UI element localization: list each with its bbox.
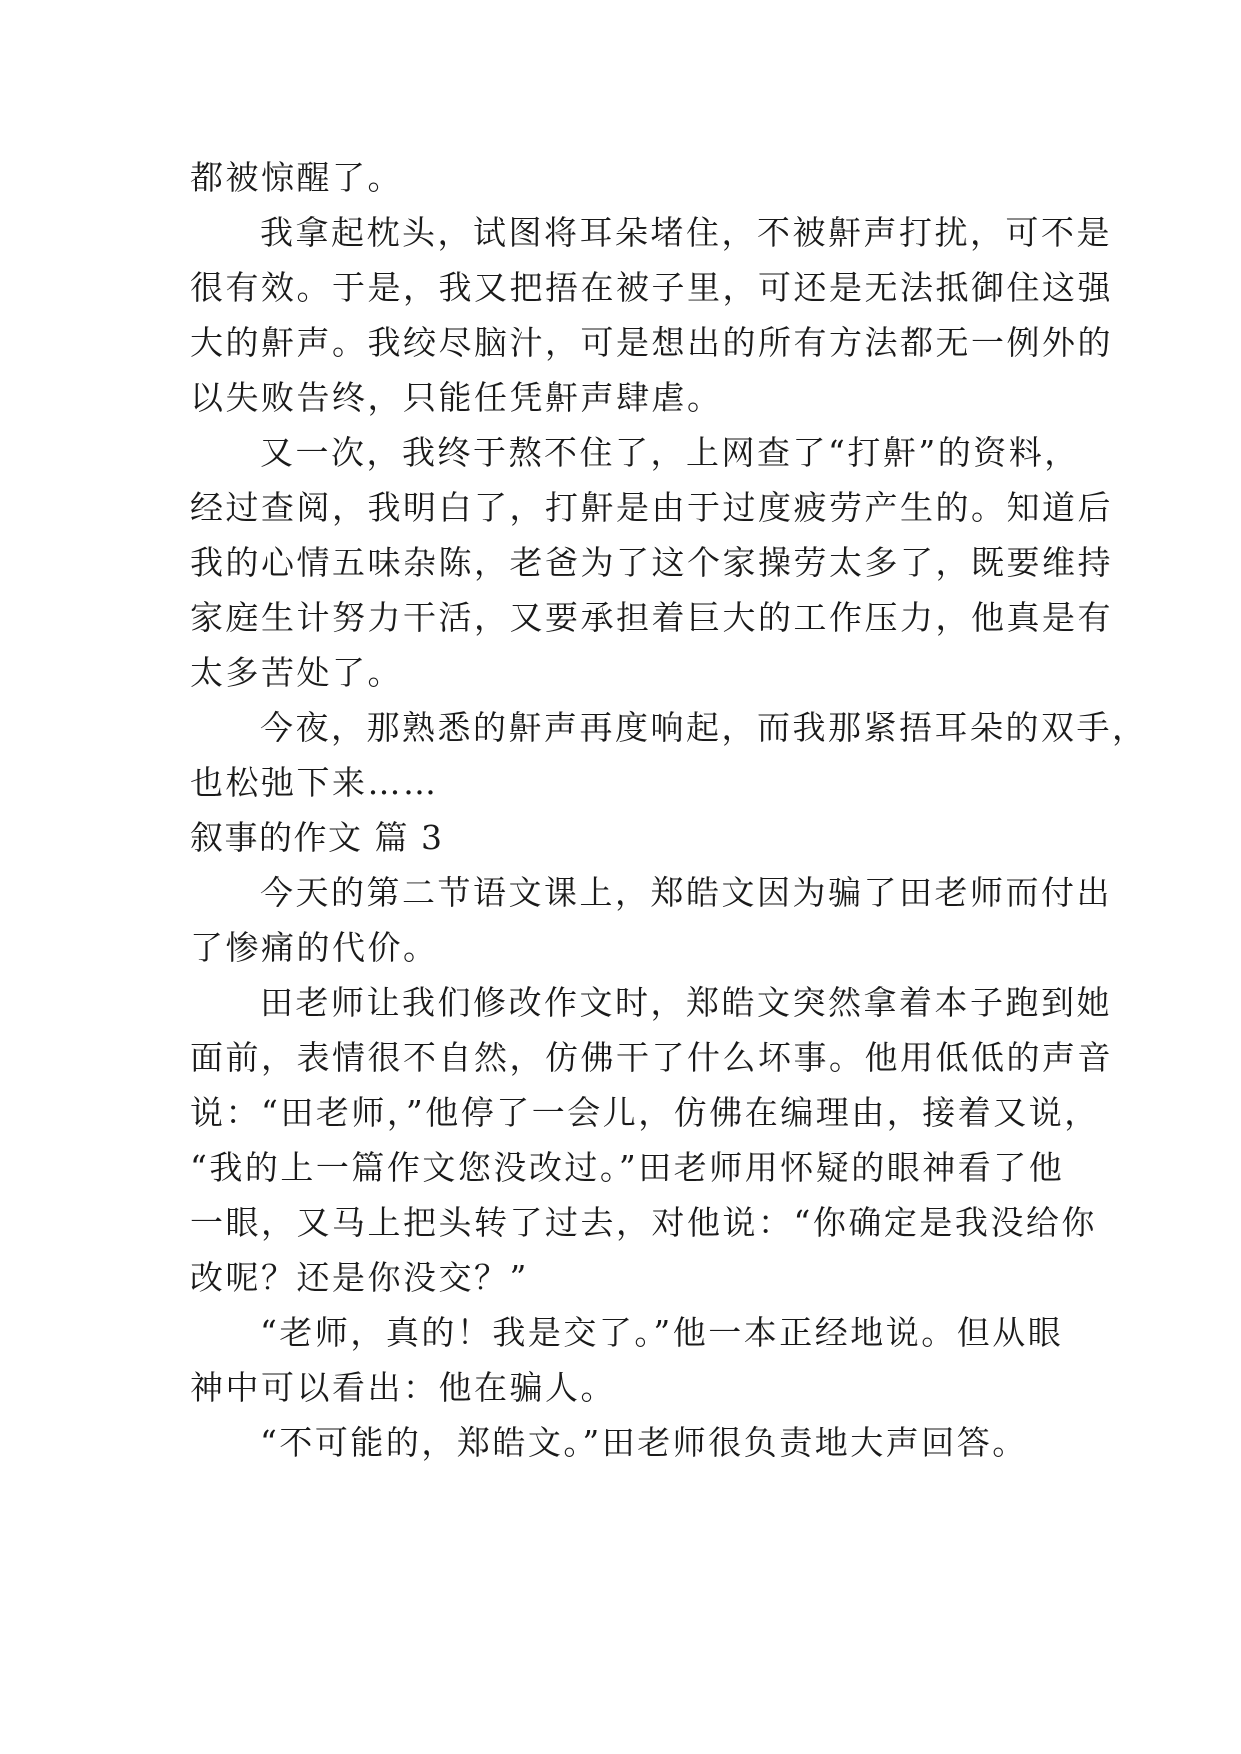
text-line: 也松弛下来…… (190, 763, 439, 802)
section-heading: 叙事的作文 篇 3 (190, 818, 444, 857)
text-line: 很有效。于是，我又把捂在被子里，可还是无法抵御住这强 (190, 268, 1113, 307)
text-line: 今夜，那熟悉的鼾声再度响起，而我那紧捂耳朵的双手， (260, 708, 1148, 747)
text-line: 我的心情五味杂陈，老爸为了这个家操劳太多了，既要维持 (190, 543, 1113, 582)
text-line: “老师，真的！我是交了。”他一本正经地说。但从眼 (260, 1313, 1064, 1352)
text-line: “不可能的，郑皓文。”田老师很负责地大声回答。 (260, 1423, 1028, 1462)
text-line: 以失败告终，只能任凭鼾声肆虐。 (190, 378, 723, 417)
text-line: 一眼，又马上把头转了过去，对他说：“你确定是我没给你 (190, 1203, 1097, 1242)
text-line: 家庭生计努力干活，又要承担着巨大的工作压力，他真是有 (190, 598, 1113, 637)
text-line: “我的上一篇作文您没改过。”田老师用怀疑的眼神看了他 (190, 1148, 1065, 1187)
text-line: 说：“田老师，”他停了一会儿，仿佛在编理由，接着又说， (190, 1093, 1100, 1132)
text-line: 又一次，我终于熬不住了，上网查了“打鼾”的资料， (260, 433, 1080, 472)
text-line: 我拿起枕头，试图将耳朵堵住，不被鼾声打扰，可不是 (260, 213, 1112, 252)
text-line: 都被惊醒了。 (190, 158, 403, 197)
text-line: 面前，表情很不自然，仿佛干了什么坏事。他用低低的声音 (190, 1038, 1113, 1077)
text-line: 神中可以看出：他在骗人。 (190, 1368, 616, 1407)
text-line: 了惨痛的代价。 (190, 928, 439, 967)
text-line: 太多苦处了。 (190, 653, 403, 692)
text-line: 大的鼾声。我绞尽脑汁，可是想出的所有方法都无一例外的 (190, 323, 1113, 362)
text-line: 今天的第二节语文课上，郑皓文因为骗了田老师而付出 (260, 873, 1112, 912)
text-line: 改呢？还是你没交？” (190, 1258, 529, 1297)
document-body (190, 150, 1148, 1470)
text-line: 经过查阅，我明白了，打鼾是由于过度疲劳产生的。知道后 (190, 488, 1113, 527)
text-line: 田老师让我们修改作文时，郑皓文突然拿着本子跑到她 (260, 983, 1112, 1022)
